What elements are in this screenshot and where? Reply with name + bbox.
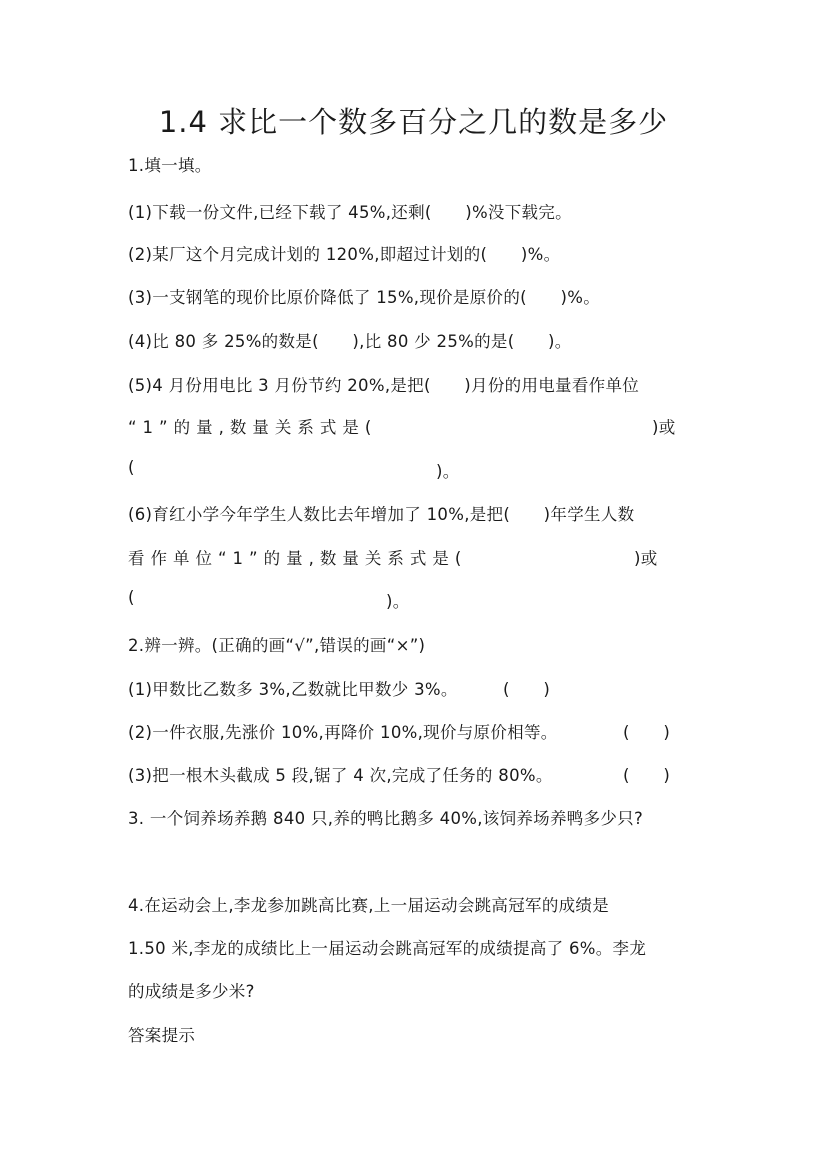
- question-1-6-line2-start: 看作单位“1”的量,数量关系式是(: [128, 549, 468, 568]
- question-1-6-line1: (6)育红小学今年学生人数比去年增加了 10%,是把( )年学生人数: [128, 505, 635, 524]
- section2-heading: 2.辨一辨。(正确的画“√”,错误的画“×”): [128, 636, 426, 655]
- question-1-1: (1)下载一份文件,已经下载了 45%,还剩( )%没下载完。: [128, 203, 572, 222]
- question-1-5-line2-start: “1”的量,数量关系式是(: [128, 418, 378, 437]
- question-1-6-line3-end: )。: [386, 592, 410, 611]
- question-1-2: (2)某厂这个月完成计划的 120%,即超过计划的( )%。: [128, 245, 561, 264]
- question-1-3: (3)一支钢笔的现价比原价降低了 15%,现价是原价的( )%。: [128, 288, 600, 307]
- question-1-5-line1: (5)4 月份用电比 3 月份节约 20%,是把( )月份的用电量看作单位: [128, 376, 640, 395]
- question-4-line2: 1.50 米,李龙的成绩比上一届运动会跳高冠军的成绩提高了 6%。李龙: [128, 939, 647, 958]
- judge-1-answer-box[interactable]: ( ): [503, 680, 551, 699]
- question-1-5-line2-end: )或: [652, 418, 676, 437]
- question-1-5-line3-end: )。: [436, 462, 460, 481]
- question-1-4: (4)比 80 多 25%的数是( ),比 80 少 25%的是( )。: [128, 332, 572, 351]
- question-4-line3: 的成绩是多少米?: [128, 982, 255, 1001]
- judge-3: (3)把一根木头截成 5 段,锯了 4 次,完成了任务的 80%。: [128, 766, 553, 785]
- question-1-6-line2-end: )或: [634, 549, 658, 568]
- question-1-5-line3-start: (: [128, 458, 135, 477]
- judge-2-answer-box[interactable]: ( ): [623, 723, 671, 742]
- judge-2: (2)一件衣服,先涨价 10%,再降价 10%,现价与原价相等。: [128, 723, 558, 742]
- judge-3-answer-box[interactable]: ( ): [623, 766, 671, 785]
- section1-heading: 1.填一填。: [128, 156, 212, 175]
- judge-1: (1)甲数比乙数多 3%,乙数就比甲数少 3%。: [128, 680, 458, 699]
- page-title: 1.4 求比一个数多百分之几的数是多少: [158, 105, 669, 139]
- question-1-6-line3-start: (: [128, 588, 135, 607]
- answer-hint: 答案提示: [128, 1026, 196, 1045]
- question-3: 3. 一个饲养场养鹅 840 只,养的鸭比鹅多 40%,该饲养场养鸭多少只?: [128, 809, 644, 828]
- question-4-line1: 4.在运动会上,李龙参加跳高比赛,上一届运动会跳高冠军的成绩是: [128, 896, 610, 915]
